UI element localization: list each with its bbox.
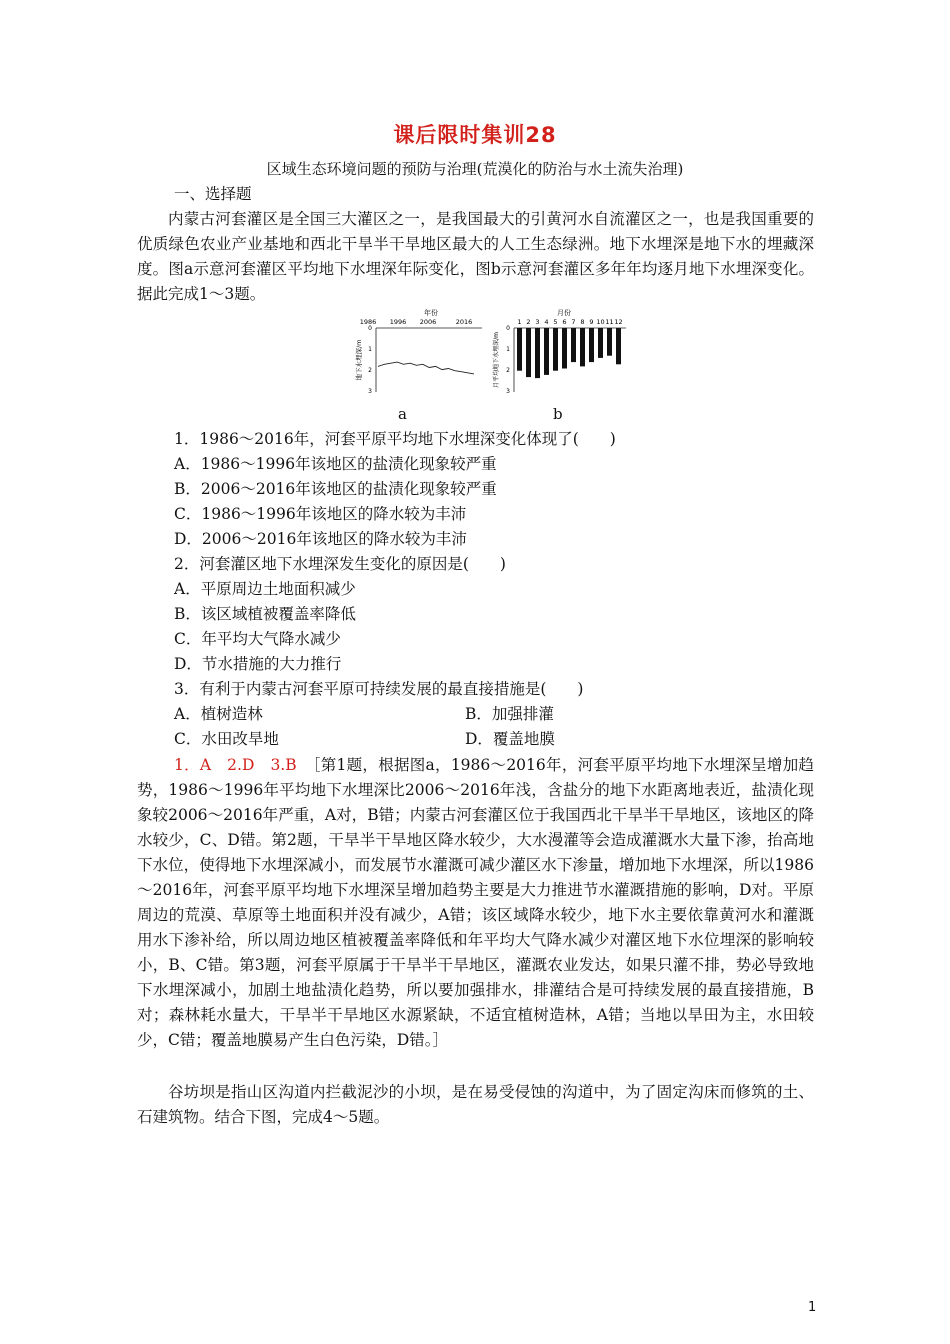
fig-a-year-tick: 2006	[419, 318, 437, 326]
fig-b-bar	[544, 328, 549, 375]
page-number: 1	[808, 1300, 817, 1315]
answer-key: 1．A 2.D 3.B	[174, 756, 297, 774]
q2-stem: 2．河套灌区地下水埋深发生变化的原因是( )	[174, 555, 506, 573]
fig-b-bar	[616, 328, 621, 364]
fig-b-month-tick: 9	[589, 318, 594, 326]
q1-option-b: B．2006～2016年该地区的盐渍化现象较严重	[174, 480, 497, 498]
figure-b	[492, 308, 626, 395]
fig-b-month-tick: 7	[571, 318, 576, 326]
q1-option-d: D．2006～2016年该地区的降水较为丰沛	[174, 530, 467, 548]
page-title: 课后限时集训28	[393, 123, 557, 147]
fig-a-y-tick: 1	[368, 346, 372, 353]
q1-option-a: A．1986～1996年该地区的盐渍化现象较严重	[174, 455, 497, 473]
figure-a	[354, 308, 482, 395]
intro-paragraph-2: 谷坊坝是指山区沟道内拦截泥沙的小坝，是在易受侵蚀的沟道中，为了固定沟床而修筑的土、石建筑物。结合下图，完成4～5题。	[137, 1083, 814, 1126]
fig-b-y-tick: 0	[506, 325, 510, 332]
fig-b-month-tick: 5	[553, 318, 558, 326]
fig-b-y-tick: 2	[506, 367, 510, 374]
q1-stem: 1．1986～2016年，河套平原平均地下水埋深变化体现了( )	[174, 430, 616, 448]
fig-b-bar	[580, 328, 585, 366]
q3-option-b: B．加强排灌	[465, 705, 554, 723]
fig-b-month-tick: 8	[580, 318, 585, 326]
figure-b-label: b	[553, 405, 563, 423]
q3-option-a: A．植树造林	[174, 705, 263, 723]
fig-b-bar	[562, 328, 567, 369]
fig-b-bar	[589, 328, 594, 362]
q3-stem: 3．有利于内蒙古河套平原可持续发展的最直接措施是( )	[174, 680, 584, 698]
q2-option-d: D．节水措施的大力推行	[174, 655, 342, 673]
fig-b-month-tick: 2	[526, 318, 531, 326]
fig-b-y-tick: 3	[506, 388, 510, 395]
fig-b-bar	[607, 328, 612, 356]
fig-a-y-tick: 0	[368, 325, 372, 332]
answer-body: ［第1题，根据图a，1986～2016年，河套平原平均地下水埋深呈增加趋势，1986～1996年平均地下水埋深比2006～2016年浅，含盐分的地下水距离地表近，盐渍化现象较2006～2016年严重，A对，B错；内蒙古河套灌区位于我国西北干旱半干旱地区，该地区的降水较少，C、D错。第2题，干旱半干旱地区降水较少，大水漫灌等会造成灌溉水大量下渗，抬高地下水位，使得地下水埋深减小，而发展节水灌溉可减少灌区水下渗量，增加地下水埋深，所以1986～2016年，河套平原平均地下水埋深呈增加趋势主要是大力推进节水灌溉措施的影响，D对。平原周边的荒漠、草原等土地面积并没有减少，A错；该区域降水较少，地下水主要依靠黄河水和灌溉用水下渗补给，所以周边地区植被覆盖率降低和年平均大气降水减少对灌区地下水位埋深的影响较小，B、C错。第3题，河套平原属于干旱半干旱地区，灌溉农业发达，如果只灌不排，势必导致地下水埋深减小，加剧土地盐渍化趋势，所以要加强排水，排灌结合是可持续发展的最直接措施，B对；森林耗水量大，干旱半干旱地区水源紧缺，不适宜植树造林，A错；当地以旱田为主，水田较少，C错；覆盖地膜易产生白色污染，D错。］	[137, 756, 814, 1049]
fig-b-bar	[571, 328, 576, 362]
fig-b-y-tick: 1	[506, 346, 510, 353]
fig-a-year-tick: 2016	[455, 318, 473, 326]
q2-option-b: B．该区域植被覆盖率降低	[174, 605, 356, 623]
fig-b-y-label: 月平均地下水埋深/m	[493, 332, 500, 388]
fig-a-year-tick: 1996	[389, 318, 407, 326]
fig-a-series-line	[378, 362, 474, 374]
fig-b-top-title: 月份	[557, 309, 571, 317]
q3-option-d: D．覆盖地膜	[465, 730, 555, 748]
fig-b-month-tick: 1	[517, 318, 522, 326]
section-heading: 一、选择题	[174, 185, 252, 203]
figure-a-label: a	[398, 405, 407, 423]
fig-b-bar	[535, 328, 540, 378]
q2-option-c: C．年平均大气降水减少	[174, 630, 341, 648]
fig-b-month-tick: 11	[605, 318, 614, 326]
fig-a-y-tick: 2	[368, 367, 372, 374]
intro-paragraph-1: 内蒙古河套灌区是全国三大灌区之一，是我国最大的引黄河水自流灌区之一，也是我国重要的优质绿色农业产业基地和西北干旱半干旱地区最大的人工生态绿洲。地下水埋深是地下水的埋藏深度。图a示意河套灌区平均地下水埋深年际变化，图b示意河套灌区多年年均逐月地下水埋深变化。据此完成1～3题。	[137, 210, 814, 303]
fig-b-month-tick: 4	[544, 318, 549, 326]
fig-a-year-tick: 1986	[359, 318, 377, 326]
q1-option-c: C．1986～1996年该地区的降水较为丰沛	[174, 505, 467, 523]
fig-a-y-label: 地下水埋深/m	[355, 339, 363, 381]
fig-b-bar	[526, 328, 531, 377]
q2-option-a: A．平原周边土地面积减少	[174, 580, 356, 598]
fig-b-month-tick: 3	[535, 318, 540, 326]
answer-explanation	[137, 753, 814, 1053]
fig-b-bar	[553, 328, 558, 371]
figure-ab	[356, 308, 636, 408]
fig-a-y-tick: 3	[368, 388, 372, 395]
page-subtitle: 区域生态环境问题的预防与治理(荒漠化的防治与水土流失治理)	[266, 160, 684, 178]
q3-option-c: C．水田改旱地	[174, 730, 279, 748]
fig-b-bar	[598, 328, 603, 358]
fig-b-month-tick: 10	[596, 318, 605, 326]
fig-a-top-title: 年份	[424, 309, 438, 317]
fig-b-bar	[517, 328, 522, 371]
fig-b-month-tick: 6	[562, 318, 567, 326]
fig-b-month-tick: 12	[614, 318, 623, 326]
